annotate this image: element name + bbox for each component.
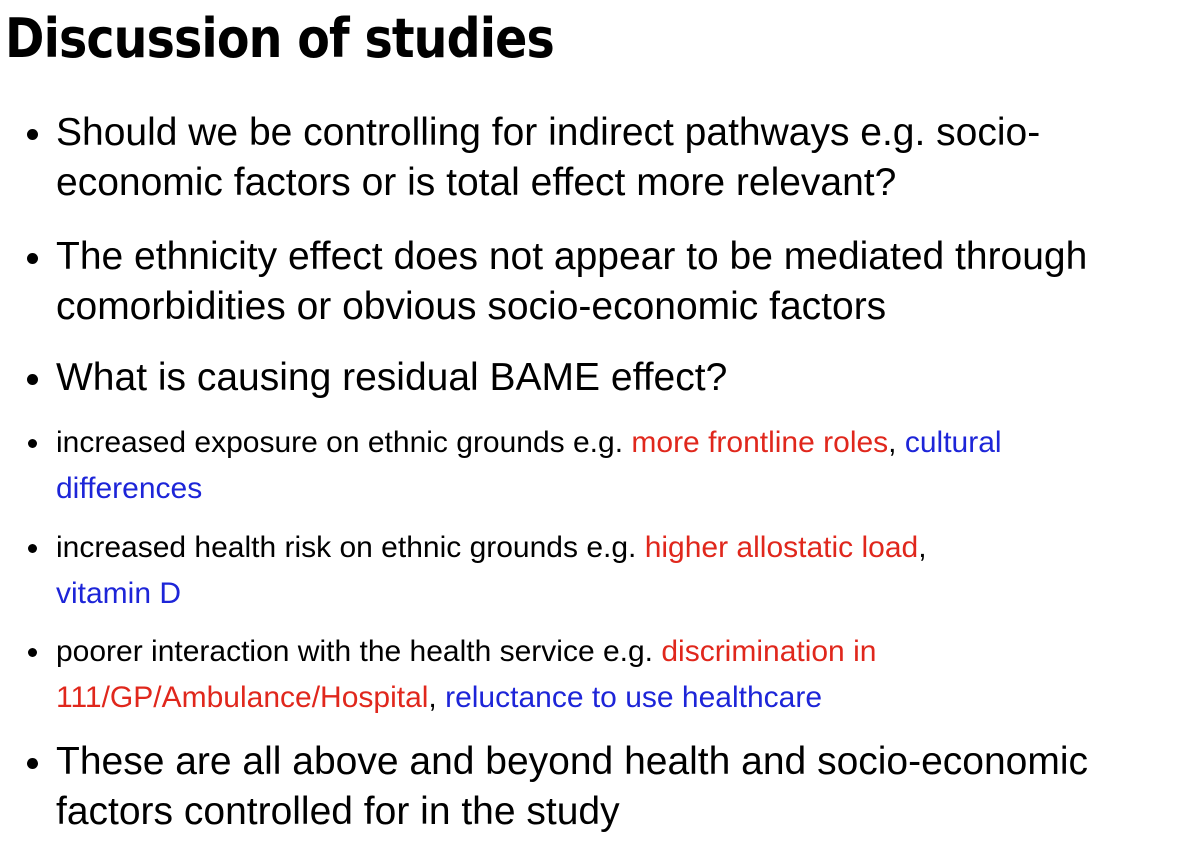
bullet-dot-icon xyxy=(27,758,38,769)
bullet-line: The ethnicity effect does not appear to be mediated through xyxy=(56,235,1088,278)
bullet-text xyxy=(56,737,1191,837)
emphasis-red-text: more frontline roles xyxy=(631,426,889,459)
bullet-dot-icon xyxy=(28,439,37,448)
separator-text: , xyxy=(918,531,927,564)
emphasis-blue-text: cultural xyxy=(904,426,1002,459)
separator-text: , xyxy=(428,681,446,714)
bullet-dot-icon xyxy=(27,129,38,140)
emphasis-red-text: 111/GP/Ambulance/Hospital xyxy=(56,681,429,714)
bullet-line: What is causing residual BAME effect? xyxy=(56,356,728,399)
bullet-text xyxy=(56,108,1191,208)
bullet-text xyxy=(56,629,1191,721)
bullet-prefix: increased health risk on ethnic grounds e.g. xyxy=(56,531,645,564)
bullet-dot-icon xyxy=(27,374,38,385)
bullet-text xyxy=(56,353,1191,403)
bullet-text xyxy=(56,232,1191,332)
slide-title: Discussion of studies xyxy=(5,7,554,70)
bullet-line: These are all above and beyond health and socio-economic xyxy=(56,740,1089,783)
emphasis-blue-text: reluctance to use healthcare xyxy=(445,681,822,714)
bullet-line: Should we be controlling for indirect pathways e.g. socio- xyxy=(56,111,1041,154)
bullet-line: comorbidities or obvious socio-economic factors xyxy=(56,285,887,328)
bullet-prefix: increased exposure on ethnic grounds e.g. xyxy=(56,426,632,459)
bullet-text xyxy=(56,420,1191,512)
bullet-dot-icon xyxy=(27,253,38,264)
emphasis-blue-text: differences xyxy=(56,472,203,505)
bullet-dot-icon xyxy=(28,648,37,657)
bullet-line: factors controlled for in the study xyxy=(56,790,620,833)
emphasis-blue-text: vitamin D xyxy=(56,577,182,610)
bullet-text xyxy=(56,525,1191,617)
separator-text: , xyxy=(888,426,905,459)
bullet-prefix: poorer interaction with the health service e.g. xyxy=(56,635,662,668)
emphasis-red-text: higher allostatic load xyxy=(644,531,919,564)
bullet-dot-icon xyxy=(28,544,37,553)
emphasis-red-text: discrimination in xyxy=(661,635,877,668)
bullet-line: economic factors or is total effect more relevant? xyxy=(56,161,897,204)
